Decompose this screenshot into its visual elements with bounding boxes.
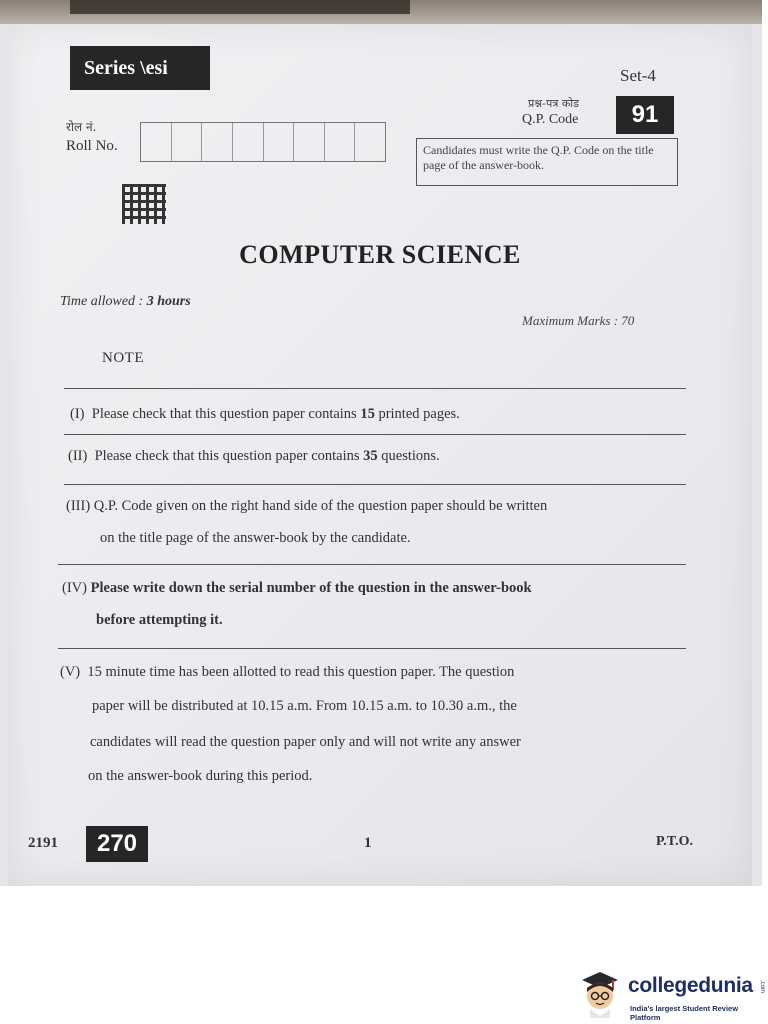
footer-box: 270 — [86, 826, 148, 862]
series-label: Series \esi — [70, 46, 210, 90]
roll-label: Roll No. — [66, 138, 118, 154]
qp-code-hindi: प्रश्न-पत्र कोड — [528, 97, 580, 110]
roll-hindi: रोल नं. — [66, 120, 97, 134]
note-num: (III) — [66, 498, 91, 514]
time-allowed — [60, 294, 191, 310]
note-num: (II) — [68, 448, 88, 464]
note-text-pre: Please check that this question paper contains — [94, 448, 364, 464]
roll-cell — [325, 123, 356, 161]
note-item-3 — [66, 490, 547, 522]
pto-label: P.T.O. — [656, 834, 693, 849]
note-text-line1: Please write down the serial number of the question in the answer-book — [90, 580, 532, 596]
page-number: 1 — [364, 835, 372, 851]
note-num: (V) — [60, 664, 81, 680]
qr-code-icon — [122, 184, 166, 224]
roll-cell — [355, 123, 385, 161]
brand-tagline: India's largest Student Review Platform — [630, 1004, 739, 1022]
divider — [64, 388, 686, 389]
top-shadow — [70, 0, 410, 14]
divider — [64, 484, 686, 485]
maximum-marks: Maximum Marks : 70 — [522, 313, 635, 328]
roll-cell — [233, 123, 264, 161]
paper-title: COMPUTER SCIENCE — [239, 240, 521, 269]
note-text-line1: 15 minute time has been allotted to read this question paper. The question — [87, 664, 515, 680]
qp-code-box: 91 — [616, 96, 674, 134]
note-item-4-line2: before attempting it. — [96, 612, 223, 628]
divider — [58, 648, 686, 649]
note-item-2 — [68, 440, 440, 472]
time-prefix: Time allowed : — [60, 294, 147, 309]
roll-cell — [294, 123, 325, 161]
note-text-pre: Please check that this question paper contains — [91, 406, 361, 422]
note-text-post: questions. — [377, 448, 440, 464]
note-num: (I) — [70, 406, 85, 422]
note-num: (IV) — [62, 580, 87, 596]
note-text-bold: 15 — [360, 406, 375, 422]
note-heading: NOTE — [102, 350, 144, 366]
note-item-5 — [60, 656, 514, 688]
brand-name: collegedunia — [628, 974, 753, 997]
roll-number-boxes — [140, 122, 386, 162]
roll-cell — [141, 123, 172, 161]
time-value: 3 hours — [146, 294, 191, 309]
qp-code-label: Q.P. Code — [522, 112, 579, 127]
set-label: Set-4 — [620, 66, 656, 85]
note-item-5-line2: paper will be distributed at 10.15 a.m. From 10.15 a.m. to 10.30 a.m., the — [92, 698, 517, 714]
divider — [64, 434, 686, 435]
note-item-3-line2: on the title page of the answer-book by the candidate. — [100, 530, 411, 546]
student-mascot-icon — [578, 968, 622, 1018]
note-text-bold: 35 — [363, 448, 378, 464]
roll-cell — [202, 123, 233, 161]
note-item-1 — [70, 398, 460, 430]
note-item-5-line3: candidates will read the question paper only and will not write any answer — [90, 734, 521, 750]
roll-cell — [172, 123, 203, 161]
brand-dotcom: .com — [759, 980, 765, 994]
roll-cell — [264, 123, 295, 161]
note-text-post: printed pages. — [374, 406, 460, 422]
divider — [58, 564, 686, 565]
collegedunia-brand — [574, 966, 768, 1022]
candidates-note-box: Candidates must write the Q.P. Code on the title page of the answer-book. — [416, 138, 678, 186]
note-item-4 — [62, 572, 532, 604]
note-text-line1: Q.P. Code given on the right hand side of the question paper should be written — [93, 498, 548, 514]
footer-code: 2191 — [28, 835, 58, 851]
note-item-5-line4: on the answer-book during this period. — [88, 768, 313, 784]
